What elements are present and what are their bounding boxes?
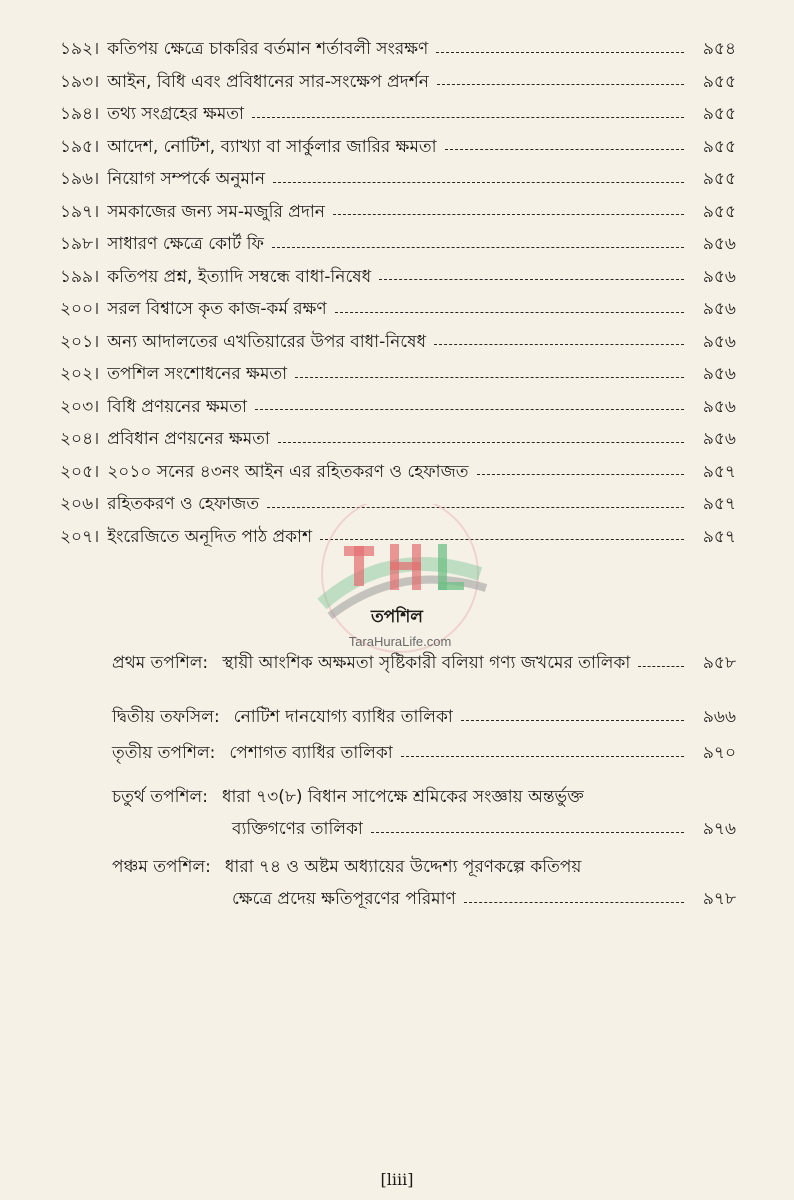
schedule-line (112, 738, 736, 770)
schedule-label: পঞ্চম তপশিল: (112, 857, 211, 877)
schedule-description: পেশাগত ব্যাধির তালিকা (229, 743, 393, 763)
schedule-description: ধারা ৭৩(৮) বিধান সাপেক্ষে শ্রমিকের সংজ্ঞায় অন্তর্ভুক্ত (221, 787, 584, 807)
toc-row (60, 99, 736, 132)
section-title: রহিতকরণ ও হেফাজত (107, 494, 260, 515)
page-number: ৯৫৬ (702, 396, 736, 417)
schedule-description: নোটিশ দানযোগ্য ব্যাধির তালিকা (233, 707, 453, 727)
section-title: নিয়োগ সম্পর্কে অনুমান (107, 169, 265, 190)
section-title: সমকাজের জন্য সম-মজুরি প্রদান (107, 201, 325, 222)
section-number: ১৯৭। (60, 201, 100, 222)
dotted-leader (401, 756, 684, 757)
toc-row (60, 229, 736, 262)
section-title: প্রবিধান প্রণয়নের ক্ষমতা (107, 429, 270, 450)
section-number: ১৯৯। (60, 266, 100, 287)
toc-row (60, 392, 736, 425)
table-of-contents (60, 34, 736, 554)
page-number: ৯৫৬ (702, 364, 736, 385)
schedule-label: দ্বিতীয় তফসিল: (112, 707, 220, 727)
toc-row (60, 457, 736, 490)
page-number: ৯৫৫ (702, 201, 736, 222)
schedule-line (112, 648, 736, 680)
schedule-entry (112, 782, 736, 846)
toc-row (60, 359, 736, 392)
page-number: ৯৫৬ (702, 299, 736, 320)
page-number: ৯৫৬ (702, 266, 736, 287)
dotted-leader (436, 52, 684, 53)
watermark-logo (300, 504, 500, 664)
dotted-leader (252, 117, 684, 118)
section-number: ২০১। (60, 331, 100, 352)
dotted-leader (437, 84, 684, 85)
page-number: ৯৫৬ (702, 331, 736, 352)
section-title: সাধারণ ক্ষেত্রে কোর্ট ফি (107, 234, 264, 255)
dotted-leader (272, 247, 684, 248)
schedule-line (112, 884, 736, 916)
page-number: ৯৫৬ (702, 234, 736, 255)
section-title: ২০১০ সনের ৪৩নং আইন এর রহিতকরণ ও হেফাজত (107, 461, 469, 482)
schedule-description: ধারা ৭৪ ও অষ্টম অধ্যায়ের উদ্দেশ্য পূরণকল্পে কতিপয় (224, 857, 582, 877)
section-title: তথ্য সংগ্রহের ক্ষমতা (107, 104, 244, 125)
page-number: ৯৬৬ (702, 707, 736, 727)
schedule-line (112, 702, 736, 734)
section-title: আদেশ, নোটিশ, ব্যাখ্যা বা সার্কুলার জারির ক্ষমতা (107, 136, 437, 157)
page-number: ৯৫৫ (702, 104, 736, 125)
section-number: ২০৩। (60, 396, 100, 417)
page-number: ৯৫৭ (702, 461, 736, 482)
dotted-leader (295, 377, 684, 378)
schedule-line (112, 852, 736, 884)
schedule-line (112, 782, 736, 814)
schedule-label: প্রথম তপশিল: (112, 653, 209, 673)
page-number: ৯৫৪ (702, 39, 736, 60)
section-number: ১৯৫। (60, 136, 100, 157)
page-number: ৯৭৮ (702, 889, 736, 909)
toc-row (60, 424, 736, 457)
toc-row (60, 132, 736, 165)
section-number: ২০০। (60, 299, 100, 320)
dotted-leader (461, 720, 684, 721)
dotted-leader (445, 149, 684, 150)
watermark-site-text: TaraHuraLife.com (348, 634, 452, 649)
page-number: ৯৫৭ (702, 526, 736, 547)
schedule-entry (112, 702, 736, 734)
toc-row (60, 197, 736, 230)
dotted-leader (477, 474, 684, 475)
toc-row (60, 164, 736, 197)
schedule-entry (112, 648, 736, 680)
section-number: ১৯৪। (60, 104, 100, 125)
dotted-leader (638, 666, 684, 667)
section-title: তপশিল সংশোধনের ক্ষমতা (107, 364, 288, 385)
page-number: ৯৭০ (702, 743, 736, 763)
page-number: ৯৫৬ (702, 429, 736, 450)
dotted-leader (273, 182, 684, 183)
schedule-description: ব্যক্তিগণের তালিকা (232, 819, 363, 839)
toc-row (60, 327, 736, 360)
dotted-leader (371, 832, 684, 833)
section-title: কতিপয় ক্ষেত্রে চাকরির বর্তমান শর্তাবলী সংরক্ষণ (107, 39, 429, 60)
page-number: ৯৫৮ (702, 653, 736, 673)
toc-row (60, 34, 736, 67)
schedule-entry (112, 738, 736, 770)
dotted-leader (335, 312, 684, 313)
section-number: ২০৫। (60, 461, 100, 482)
dotted-leader (255, 409, 684, 410)
section-number: ১৯২। (60, 39, 100, 60)
toc-row (60, 262, 736, 295)
section-title: অন্য আদালতের এখতিয়ারের উপর বাধা-নিষেধ (107, 331, 426, 352)
page-number: ৯৭৬ (702, 819, 736, 839)
section-number: ২০২। (60, 364, 100, 385)
section-title: ইংরেজিতে অনূদিত পাঠ প্রকাশ (107, 526, 313, 547)
page-number: ৯৫৫ (702, 169, 736, 190)
section-title: আইন, বিধি এবং প্রবিধানের সার-সংক্ষেপ প্রদর্শন (107, 71, 429, 92)
section-number: ১৯৩। (60, 71, 100, 92)
schedule-heading: তপশিল (371, 607, 423, 627)
schedule-description: ক্ষেত্রে প্রদেয় ক্ষতিপূরণের পরিমাণ (232, 889, 456, 909)
schedule-entry (112, 852, 736, 916)
page-number: ৯৫৫ (702, 136, 736, 157)
page-number: ৯৫৫ (702, 71, 736, 92)
section-number: ১৯৮। (60, 234, 100, 255)
toc-row (60, 67, 736, 100)
section-title: কতিপয় প্রশ্ন, ইত্যাদি সম্বন্ধে বাধা-নিষেধ (107, 266, 372, 287)
section-title: বিধি প্রণয়নের ক্ষমতা (107, 396, 247, 417)
section-number: ২০৪। (60, 429, 100, 450)
dotted-leader (333, 214, 684, 215)
schedule-line (112, 814, 736, 846)
schedule-description: স্থায়ী আংশিক অক্ষমতা সৃষ্টিকারী বলিয়া গণ্য জখমের তালিকা (222, 653, 631, 673)
page-number-footer: [liii] (380, 1170, 414, 1189)
section-number: ২০৭। (60, 526, 100, 547)
toc-row (60, 294, 736, 327)
dotted-leader (379, 279, 684, 280)
section-number: ১৯৬। (60, 169, 100, 190)
section-number: ২০৬। (60, 494, 100, 515)
section-title: সরল বিশ্বাসে কৃত কাজ-কর্ম রক্ষণ (107, 299, 327, 320)
schedule-label: তৃতীয় তপশিল: (112, 743, 216, 763)
dotted-leader (434, 344, 684, 345)
dotted-leader (278, 442, 684, 443)
page-number: ৯৫৭ (702, 494, 736, 515)
schedule-label: চতুর্থ তপশিল: (112, 787, 208, 807)
dotted-leader (464, 902, 684, 903)
